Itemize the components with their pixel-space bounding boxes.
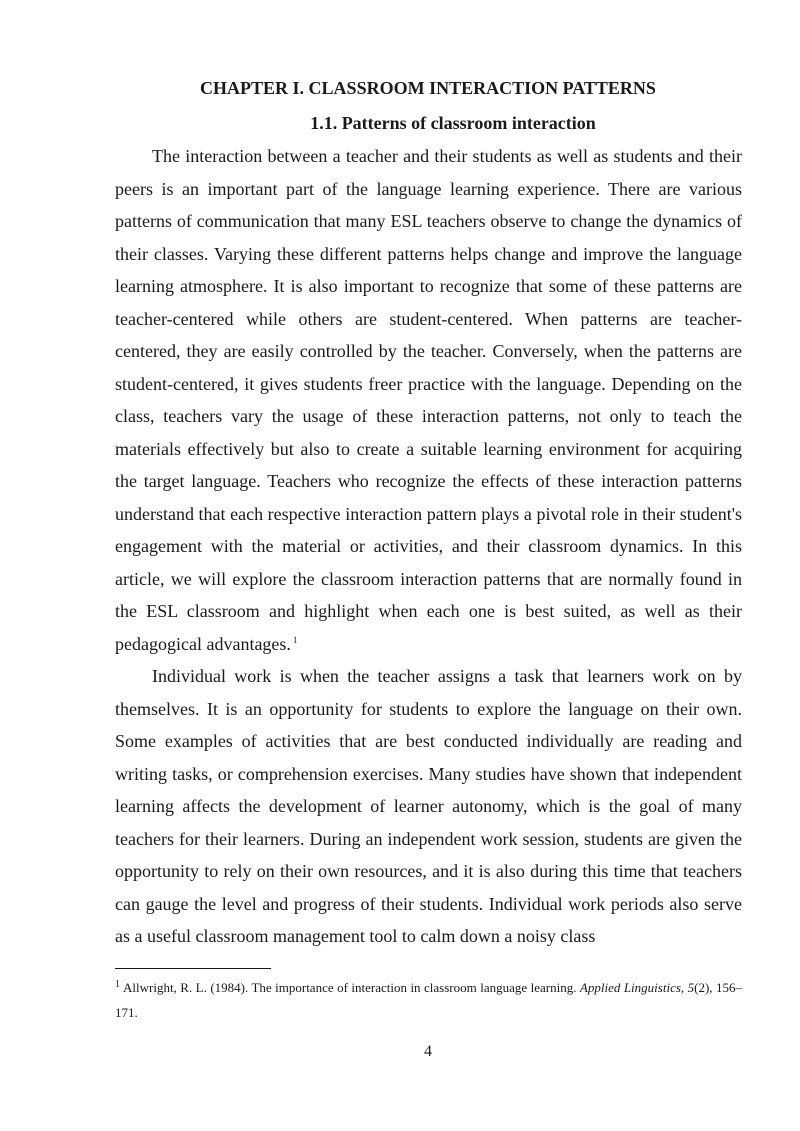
paragraph-2-text: Individual work is when the teacher assigns a task that learners work on by themselves. It is an opportunity for students to explore the language on their own. Some examples of activities that are best conducted individually are reading and writing tasks, or comprehension exercises. Many studies have shown that independent learning affects the development of learner autonomy, which is the goal of many teachers for their learners. During an independent work session, students are given the opportunity to rely on their own resources, and it is also during this time that teachers can gauge the level and progress of their students. Individual work periods also serve as a useful classroom management tool to calm down a noisy class: [115, 666, 742, 946]
paragraph-1: [115, 140, 742, 660]
footnote-journal: Applied Linguistics: [579, 980, 681, 995]
paragraph-2: [115, 660, 742, 953]
footnote-text-before: Allwright, R. L. (1984). The importance of interaction in classroom language learning.: [123, 980, 580, 995]
footnote-reference[interactable]: 1: [292, 634, 298, 645]
paragraph-1-text: The interaction between a teacher and their students as well as students and their peers is an important part of the language learning experience. There are various patterns of communication that many ESL teachers observe to change the dynamics of their classes. Varying these different patterns helps change and improve the language learning atmosphere. It is also important to recognize that some of these patterns are teacher-centered while others are student-centered. When patterns are teacher-centered, they are easily controlled by the teacher. Conversely, when the patterns are student-centered, it gives students freer practice with the language. Depending on the class, teachers vary the usage of these interaction patterns, not only to teach the materials effectively but also to create a suitable learning environment for acquiring the target language. Teachers who recognize the effects of these interaction patterns understand that each respective interaction pattern plays a pivotal role in their student's engagement with the material or activities, and their classroom dynamics. In this article, we will explore the classroom interaction patterns that are normally found in the ESL classroom and highlight when each one is best suited, as well as their pedagogical advantages.: [115, 146, 742, 654]
footnote-text-mid: ,: [680, 980, 688, 995]
section-title: 1.1. Patterns of classroom interaction: [310, 113, 596, 133]
footnote-volume: 5: [687, 980, 695, 995]
body-text: [115, 140, 742, 953]
chapter-title: CHAPTER I. CLASSROOM INTERACTION PATTERNS: [200, 78, 656, 98]
page-number: 4: [424, 1043, 432, 1060]
footnote-divider: [115, 968, 271, 969]
footnote: [115, 975, 742, 1025]
footnote-number: 1: [115, 978, 120, 990]
footnote-text-after: (2), 156–171.: [115, 980, 743, 1020]
